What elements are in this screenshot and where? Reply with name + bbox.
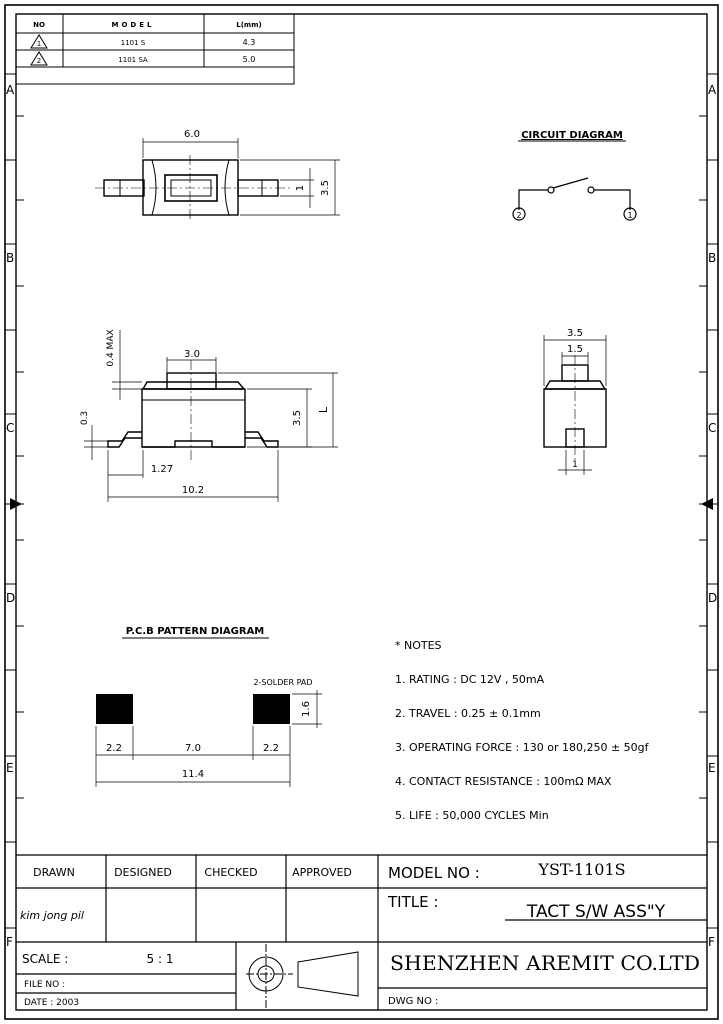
side-view-body-height-dim: 3.5 xyxy=(292,410,303,426)
pcb-total-dim: 11.4 xyxy=(181,769,205,780)
pcb-gap-dim: 7.0 xyxy=(185,743,201,754)
date-label: DATE : 2003 xyxy=(24,998,80,1008)
circuit-pin-1: 1 xyxy=(627,211,633,220)
title-label: TITLE : xyxy=(388,893,439,911)
side-view xyxy=(108,360,278,460)
circuit-pin-2: 2 xyxy=(516,211,522,220)
zone-letter-a-right: A xyxy=(708,83,717,97)
checked-label: CHECKED xyxy=(204,866,258,879)
zone-letter-a-left: A xyxy=(6,83,15,97)
approved-label: APPROVED xyxy=(292,866,352,879)
model-no-label: MODEL NO : xyxy=(388,864,480,882)
dwg-no-label: DWG NO : xyxy=(388,996,439,1007)
zone-letter-f-right: F xyxy=(708,935,715,949)
solder-pad-right xyxy=(253,694,290,724)
circuit-diagram xyxy=(513,178,636,220)
rev-row1-model: 1101 S xyxy=(120,39,146,47)
rev-row2-length: 5.0 xyxy=(242,55,256,64)
top-view-dimensions xyxy=(143,138,340,215)
zone-letter-d-left: D xyxy=(6,591,16,605)
title-value: TACT S/W ASS"Y xyxy=(526,902,666,922)
circuit-title: CIRCUIT DIAGRAM xyxy=(521,130,623,141)
note-item: 3. OPERATING FORCE : 130 or 180,250 ± 50gf xyxy=(395,741,649,754)
designed-label: DESIGNED xyxy=(114,866,172,879)
zone-letter-b-right: B xyxy=(708,251,717,265)
zone-letter-b-left: B xyxy=(6,251,15,265)
scale-label: SCALE : xyxy=(22,952,69,966)
company-name: SHENZHEN AREMIT CO.LTD xyxy=(390,951,700,975)
top-view-slot-dim: 1 xyxy=(295,184,306,192)
notes-heading: * NOTES xyxy=(395,639,442,652)
rev-header-length: L(mm) xyxy=(236,21,262,29)
solder-pad-left xyxy=(96,694,133,724)
top-view-height-dim: 3.5 xyxy=(320,180,331,196)
side-view-lead-dim: 0.3 xyxy=(80,410,90,426)
rev-row2-no: 2 xyxy=(36,57,42,65)
zone-ticks xyxy=(5,74,718,928)
drawn-by-signature: kim jong pil xyxy=(20,909,84,922)
top-view xyxy=(95,155,290,222)
end-view xyxy=(544,355,606,460)
zone-letter-e-right: E xyxy=(708,761,716,775)
rev-row1-no: 1 xyxy=(36,40,42,48)
side-view-max-dim: 0.4 MAX xyxy=(106,329,116,367)
pcb-title: P.C.B PATTERN DIAGRAM xyxy=(125,626,265,637)
rev-row1-length: 4.3 xyxy=(242,38,256,47)
side-view-length-dim: L xyxy=(317,406,330,414)
model-no-value: YST-1101S xyxy=(538,860,626,879)
note-item: 4. CONTACT RESISTANCE : 100mΩ MAX xyxy=(395,775,612,788)
side-view-overall-dim: 10.2 xyxy=(181,485,205,496)
end-view-top-dim: 1.5 xyxy=(567,344,583,355)
side-view-top-width-dim: 3.0 xyxy=(184,349,200,360)
note-item: 1. RATING : DC 12V , 50mA xyxy=(395,673,545,686)
side-view-pitch-dim: 1.27 xyxy=(150,464,174,475)
pcb-pad-left-width-dim: 2.2 xyxy=(106,743,122,754)
zone-letter-c-right: C xyxy=(708,421,717,435)
rev-header-no: NO xyxy=(33,21,45,29)
end-view-width-dim: 3.5 xyxy=(567,328,583,339)
rev-row2-model: 1101 SA xyxy=(118,56,148,64)
file-no-label: FILE NO : xyxy=(24,980,66,990)
end-view-stem-dim: 1 xyxy=(572,460,578,470)
zone-letter-d-right: D xyxy=(708,591,718,605)
note-item: 2. TRAVEL : 0.25 ± 0.1mm xyxy=(395,707,541,720)
zone-letter-e-left: E xyxy=(6,761,14,775)
zone-letter-f-left: F xyxy=(6,935,13,949)
drawn-label: DRAWN xyxy=(33,866,75,879)
note-item: 5. LIFE : 50,000 CYCLES Min xyxy=(395,809,549,822)
zone-letter-c-left: C xyxy=(6,421,15,435)
pcb-pad-label: 2-SOLDER PAD xyxy=(253,678,313,687)
pcb-pad-right-width-dim: 2.2 xyxy=(263,743,279,754)
rev-header-model: MODEL xyxy=(111,21,155,29)
top-view-width-dim: 6.0 xyxy=(184,129,200,140)
scale-value: 5 : 1 xyxy=(146,952,174,966)
projection-symbol-icon xyxy=(246,944,358,1008)
pcb-pad-height-dim: 1.6 xyxy=(301,701,312,717)
